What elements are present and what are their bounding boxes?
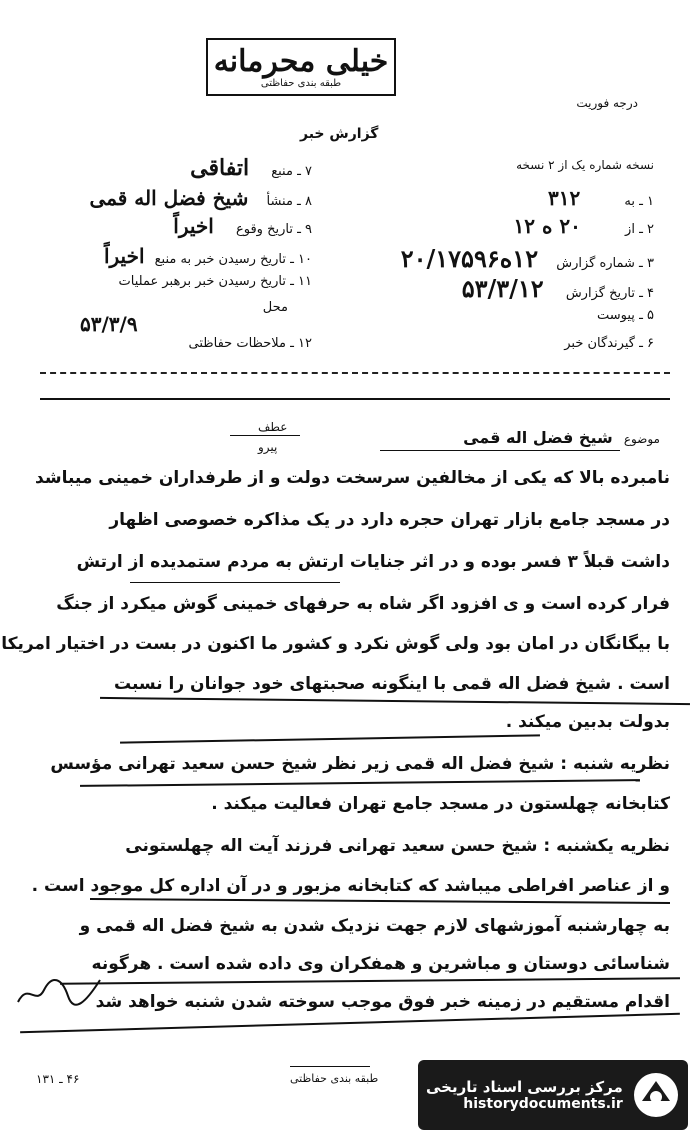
classification-sub: طبقه بندی حفاظتی bbox=[260, 77, 342, 89]
logo-url: historydocuments.ir bbox=[463, 1096, 623, 1112]
field-occurrence-date bbox=[173, 214, 312, 238]
field-label: ۷ ـ منبع bbox=[271, 164, 312, 179]
field-label: ۱۱ ـ تاریخ رسیدن خبر برهبر عملیات bbox=[118, 274, 312, 289]
view-line: نظریه شنبه : شیخ فضل اله قمی زیر نظر شیخ حسن سعید تهرانی مؤسس bbox=[50, 754, 670, 774]
view2-line: شناسائی دوستان و مباشرین و همفکران وی داده شده است . هرگونه bbox=[91, 954, 670, 974]
field-label: ۱ ـ به bbox=[624, 194, 654, 209]
field-label: ۱۰ ـ تاریخ رسیدن خبر به منبع bbox=[154, 252, 312, 267]
handwritten-underline bbox=[120, 734, 540, 743]
body-line: در مسجد جامع بازار تهران حجره دارد در یک مذاکره خصوصی اظهار bbox=[109, 510, 670, 530]
footer-rule bbox=[290, 1066, 370, 1067]
logo-text bbox=[426, 1078, 623, 1112]
field-report-number bbox=[401, 244, 654, 273]
subject-underline bbox=[380, 450, 620, 451]
body-line: بدولت بدبین میکند . bbox=[505, 712, 670, 732]
subject-value: شیخ فضل اله قمی bbox=[463, 428, 613, 447]
field-from bbox=[514, 214, 654, 238]
field-label: ۴ ـ تاریخ گزارش bbox=[565, 286, 654, 301]
handwritten-underline bbox=[130, 582, 340, 583]
handwritten-underline bbox=[80, 779, 640, 787]
document-number: ۴۶ ـ ۱۳۱ bbox=[36, 1072, 80, 1086]
field-arrival-leader bbox=[119, 274, 312, 289]
field-label: ۸ ـ منشأ bbox=[266, 194, 312, 209]
subject-label: موضوع bbox=[623, 432, 660, 446]
dashed-divider bbox=[40, 372, 670, 374]
priority-label: درجه فوریت bbox=[576, 96, 638, 110]
atf-label: عطف bbox=[258, 420, 288, 434]
field-label: ۹ ـ تاریخ وقوع bbox=[235, 222, 312, 237]
field-value: ۱۲ه۲۰/۱۷۵۹۶ bbox=[400, 244, 539, 273]
field-report-date bbox=[462, 274, 654, 303]
handwritten-underline bbox=[20, 1013, 680, 1033]
field-value: ۳۱۲ bbox=[547, 186, 581, 210]
classification-text: خیلی محرمانه bbox=[213, 43, 389, 79]
field-recipients bbox=[564, 336, 654, 351]
view2-line: به چهارشنبه آموزشهای لازم جهت نزدیک شدن به شیخ فضل اله قمی و bbox=[79, 916, 670, 936]
subject bbox=[463, 428, 660, 447]
logo-title: مرکز بررسی اسناد تاریخی bbox=[426, 1078, 623, 1096]
field-arrival-source bbox=[104, 244, 312, 268]
body-line: فرار کرده است و ی افزود اگر شاه به حرفهای خمینی گوش میکرد از جنگ bbox=[56, 594, 670, 614]
field-value: اتفاقی bbox=[190, 155, 250, 181]
body-line: است . شیخ فضل اله قمی با اینگونه صحبتهای خود جوانان را نسبت bbox=[113, 674, 670, 694]
field-place bbox=[263, 300, 288, 315]
view2-line: و از عناصر افراطی میباشد که کتابخانه مزبور و در آن اداره کل موجود است . bbox=[31, 876, 670, 896]
field-label: ۶ ـ گیرندگان خبر bbox=[564, 336, 654, 351]
handwritten-underline bbox=[100, 697, 690, 705]
handwritten-underline bbox=[60, 977, 680, 984]
peyro-label: پیرو bbox=[258, 440, 278, 454]
field-label: ۳ ـ شماره گزارش bbox=[556, 256, 654, 271]
field-place-value: ۵۳/۳/۹ bbox=[80, 312, 138, 336]
report-title: گزارش خبر bbox=[300, 126, 379, 142]
handwritten-underline bbox=[90, 898, 670, 904]
view-line: کتابخانه چهلستون در مسجد جامع تهران فعالیت میکند . bbox=[211, 794, 670, 814]
field-label: ۵ ـ پیوست bbox=[597, 308, 654, 323]
field-label: محل bbox=[262, 300, 288, 315]
archive-logo bbox=[418, 1060, 688, 1130]
body-line: با بیگانگان در امان بود ولی گوش نکرد و کشور ما اکنون در بست در اختیار امریکا bbox=[1, 634, 670, 654]
field-value: اخیراً bbox=[173, 214, 214, 238]
body-line: داشت قبلاً ۳ فسر بوده و در اثر جنایات ارتش به مردم ستمدیده از ارتش bbox=[76, 552, 670, 572]
divider-line bbox=[40, 398, 670, 400]
field-security-notes bbox=[189, 336, 312, 351]
archive-emblem-icon bbox=[632, 1071, 680, 1119]
copy-info: نسخه شماره یک از ۲ نسخه bbox=[516, 158, 654, 172]
footer-classification: طبقه بندی حفاظتی bbox=[290, 1072, 379, 1085]
body-line: نامبرده بالا که یکی از مخالفین سرسخت دولت و از طرفداران خمینی میباشد bbox=[35, 468, 670, 488]
field-label: ۲ ـ از bbox=[625, 222, 654, 237]
field-label: ۱۲ ـ ملاحظات حفاظتی bbox=[188, 336, 312, 351]
classification-stamp bbox=[206, 38, 396, 96]
field-origin bbox=[90, 186, 312, 210]
atf-line bbox=[230, 435, 300, 436]
field-value: شیخ فضل اله قمی bbox=[89, 186, 249, 210]
field-attachment bbox=[597, 308, 654, 323]
view2-line: اقدام مستقیم در زمینه خبر فوق موجب سوخته شدن شنبه خواهد شد bbox=[95, 992, 670, 1012]
field-value: ۵۳/۳/۱۲ bbox=[461, 274, 544, 303]
view2-line: نظریه یکشنبه : شیخ حسن سعید تهرانی فرزند آیت اله چهلستونی bbox=[125, 836, 670, 856]
field-to bbox=[548, 186, 654, 210]
field-value: ۲۰ ه ۱۲ bbox=[513, 214, 581, 238]
field-source bbox=[190, 155, 312, 181]
signature-icon bbox=[14, 972, 104, 1012]
field-value: اخیراً bbox=[103, 244, 145, 268]
